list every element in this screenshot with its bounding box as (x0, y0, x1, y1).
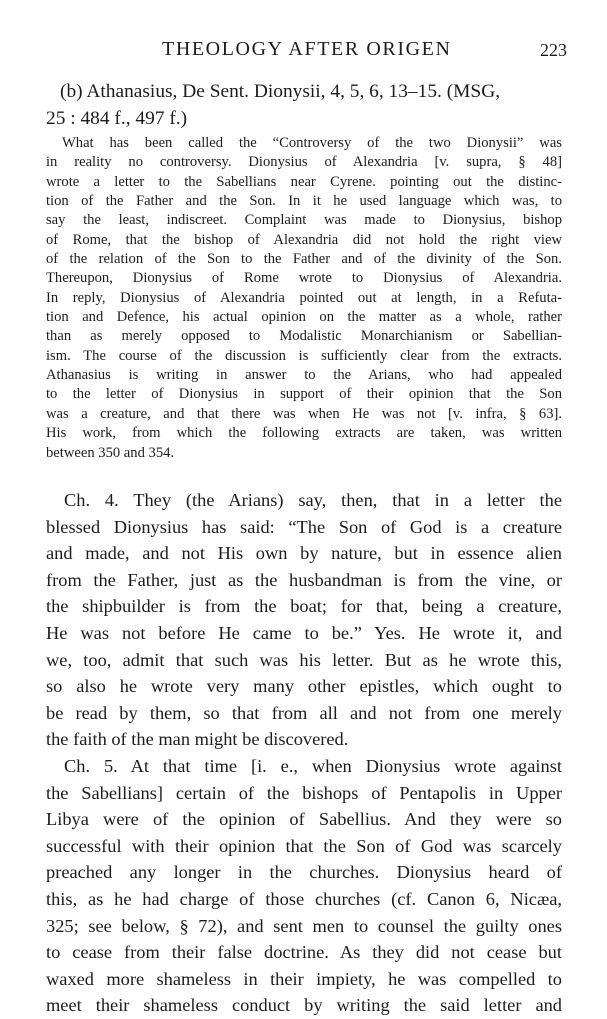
running-title: THEOLOGY AFTER ORIGEN (162, 38, 452, 60)
body-line: from the Father, just as the husbandman is from the vine, or (46, 569, 562, 590)
source-heading-line-2: 25 : 484 f., 497 f.) (46, 108, 188, 129)
body-line: to cease from their false doctrine. As they did not cease but (46, 942, 562, 963)
body-line: the Sabellians] certain of the bishops of Pentapolis in Upper (46, 782, 562, 803)
body-line: He was not before He came to be.” Yes. He wrote it, and (46, 622, 562, 643)
intro-line: was a creature, and that there was when He was not [v. infra, § 63]. (46, 405, 562, 422)
main-text (46, 487, 562, 1019)
body-line: this, as he had charge of those churches (cf. Canon 6, Nicæa, (46, 888, 562, 909)
intro-line: In reply, Dionysius of Alexandria pointed out at length, in a Refuta- (46, 289, 562, 306)
body-line: meet their shameless conduct by writing the said letter and (46, 995, 562, 1016)
body-line: successful with their opinion that the Son of God was scarcely (46, 835, 562, 856)
intro-line: say the least, indiscreet. Complaint was made to Dionysius, bishop (46, 212, 562, 229)
intro-line: in reality no controversy. Dionysius of Alexandria [v. supra, § 48] (46, 154, 562, 171)
intro-line: wrote a letter to the Sabellians near Cyrene. pointing out the distinc- (46, 173, 562, 190)
page-number: 223 (540, 40, 567, 60)
source-heading-line-1: (b) Athanasius, De Sent. Dionysii, 4, 5, 6, 13–15. (MSG, (60, 81, 501, 102)
body-line: Libya were of the opinion of Sabellius. And they were so (46, 809, 562, 830)
body-line: and made, and not His own by nature, but in essence alien (46, 543, 562, 564)
intro-line: His work, from which the following extracts are taken, was written (46, 425, 562, 442)
source-heading (46, 78, 566, 132)
intro-line: between 350 and 354. (46, 444, 175, 461)
intro-line: Thereupon, Dionysius of Rome wrote to Dionysius of Alexandria. (46, 270, 562, 287)
chapter-4-paragraph (46, 487, 562, 753)
intro-line: ism. The course of the discussion is sufficiently clear from the extracts. (46, 347, 562, 364)
body-line: we, too, admit that such was his letter. But as he wrote this, (46, 649, 562, 670)
body-line: waxed more shameless in their impiety, he was compelled to (46, 968, 562, 989)
chapter-5-paragraph (46, 753, 562, 1019)
running-head (0, 38, 607, 62)
body-line: the faith of the man might be discovered. (46, 729, 349, 750)
body-line: the shipbuilder is from the boat; for that, being a creature, (46, 596, 562, 617)
introductory-note (46, 134, 562, 463)
body-line: blessed Dionysius has said: “The Son of God is a creature (46, 516, 562, 537)
intro-line: than as merely opposed to Modalistic Monarchianism or Sabellian- (46, 328, 562, 345)
body-line: preached any longer in the churches. Dionysius heard of (46, 862, 562, 883)
intro-line: tion of the Father and the Son. In it he used language which was, to (46, 193, 562, 210)
intro-line: of Rome, that the bishop of Alexandria did not hold the right view (46, 231, 562, 248)
body-line: Ch. 5. At that time [i. e., when Dionysius wrote against (64, 755, 562, 776)
intro-line: of the relation of the Son to the Father and of the divinity of the Son. (46, 251, 562, 268)
body-line: 325; see below, § 72), and sent men to counsel the guilty ones (46, 915, 562, 936)
intro-line: to the letter of Dionysius in support of their opinion that the Son (46, 386, 562, 403)
body-line: Ch. 4. They (the Arians) say, then, that in a letter the (64, 490, 562, 510)
intro-line: tion and Defence, his actual opinion on the matter as a whole, rather (46, 309, 562, 326)
body-line: be read by them, so that from all and not from one merely (46, 702, 562, 723)
intro-line: Athanasius is writing in answer to the Arians, who had appealed (46, 367, 562, 384)
intro-line: What has been called the “Controversy of the two Dionysii” was (62, 135, 562, 151)
body-line: so also he wrote very many other epistles, which ought to (46, 676, 562, 697)
